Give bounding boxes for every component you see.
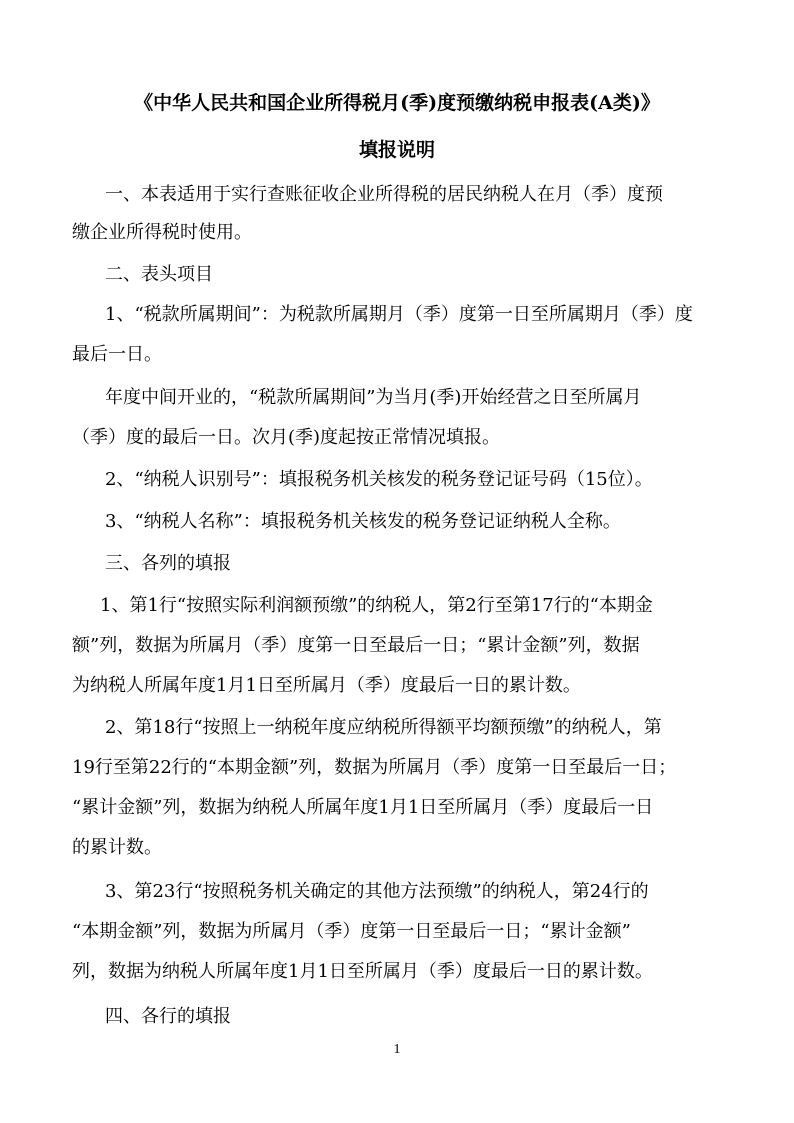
section-2-item-3: 3、“纳税人名称”：填报税务机关核发的税务登记证纳税人全称。: [105, 511, 621, 532]
section-1-line-1: 一、本表适用于实行查账征收企业所得税的居民纳税人在月（季）度预: [105, 184, 663, 205]
section-3-item-1-line-3: 为纳税人所属年度1月1日至所属月（季）度最后一日的累计数。: [72, 675, 581, 696]
section-2-item-1-line-1: 1、“税款所属期间”：为税款所属期月（季）度第一日至所属期月（季）度: [105, 304, 693, 325]
section-3-item-3-line-2: “本期金额”列，数据为所属月（季）度第一日至最后一日；“累计金额”: [72, 921, 631, 942]
section-3-item-1-line-2: 额”列，数据为所属月（季）度第一日至最后一日；“累计金额”列，数据: [72, 635, 640, 656]
section-3-item-3-line-1: 3、第23行“按照税务机关确定的其他方法预缴”的纳税人，第24行的: [105, 881, 649, 902]
section-3-item-1-line-1: 1、第1行“按照实际利润额预缴”的纳税人，第2行至第17行的“本期金: [100, 595, 653, 616]
page-number: 1: [393, 1042, 401, 1057]
section-3-item-2-line-1: 2、第18行“按照上一纳税年度应纳税所得额平均额预缴”的纳税人，第: [105, 717, 662, 738]
section-3-item-2-line-4: 的累计数。: [72, 837, 162, 858]
section-3-item-2-line-3: “累计金额”列，数据为纳税人所属年度1月1日至所属月（季）度最后一日: [72, 797, 654, 818]
section-4-heading: 四、各行的填报: [105, 1006, 231, 1027]
document-title: 《中华人民共和国企业所得税月(季)度预缴纳税申报表(A类)》: [134, 92, 660, 114]
section-3-heading: 三、各列的填报: [105, 553, 231, 574]
section-2-heading: 二、表头项目: [105, 264, 213, 285]
section-3-item-3-line-3: 列，数据为纳税人所属年度1月1日至所属月（季）度最后一日的累计数。: [72, 961, 653, 982]
document-subtitle: 填报说明: [358, 139, 435, 161]
section-2-note-line-1: 年度中间开业的，“税款所属期间”为当月(季)开始经营之日至所属月: [105, 387, 642, 408]
section-1-line-2: 缴企业所得税时使用。: [72, 222, 252, 243]
section-3-item-2-line-2: 19行至第22行的“本期金额”列，数据为所属月（季）度第一日至最后一日；: [72, 757, 677, 778]
section-2-item-2: 2、“纳税人识别号”：填报税务机关核发的税务登记证号码（15位）。: [105, 469, 653, 490]
section-2-note-line-2: （季）度的最后一日。次月(季)度起按正常情况填报。: [72, 427, 501, 448]
section-2-item-1-line-2: 最后一日。: [72, 344, 162, 365]
